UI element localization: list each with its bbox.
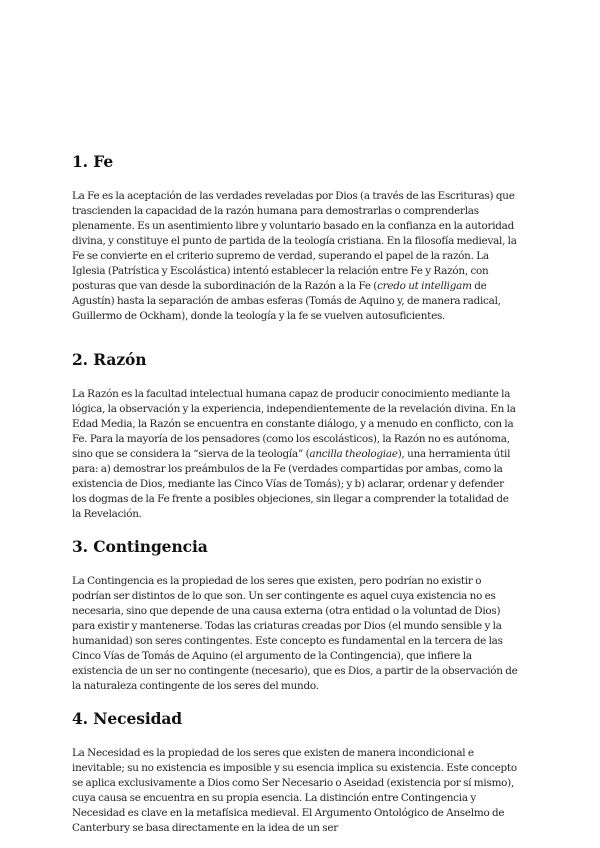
section-paragraph: La Necesidad es la propiedad de los seres que existen de manera incondicional e inevitable; su no existencia es imposible y su esencia implica su existencia. Este concepto se aplica exclusivamente a Dios como Ser Necesario o Aseidad (existencia por sí mismo), cuya causa se encuentra en su propia esencia. La distinción entre Contingencia y Necesidad es clave en la metafísica medieval. El Argumento Ontológico de Anselmo de Canterbury se basa directamente en la idea de un ser (72, 747, 517, 834)
latin-phrase: ancilla theologiae (309, 448, 398, 460)
section-heading: 2. Razón (72, 350, 147, 369)
section-razon (72, 350, 520, 522)
section-paragraph (72, 387, 520, 522)
section-heading: 1. Fe (72, 152, 114, 171)
section-fe (72, 152, 520, 324)
section-heading: 3. Contingencia (72, 537, 208, 556)
latin-phrase: credo ut intelligam (377, 280, 472, 292)
section-paragraph (72, 189, 520, 324)
section-heading: 4. Necesidad (72, 709, 183, 728)
paragraph-text: ), una herramienta útil para: a) demostrar los preámbulos de la Fe (verdades compartidas por ambas, como la existencia de Dios, mediante las Cinco Vías de Tomás); y b) aclarar, ordenar y defender los dogmas de la Fe frente a posibles objeciones, sin llegar a comprender la totalidad de la Revelación. (72, 448, 511, 520)
paragraph-text: de Agustín) hasta la separación de ambas esferas (Tomás de Aquino y, de manera radical, Guillermo de Ockham), donde la teología y la fe se vuelven autosuficientes. (72, 280, 501, 322)
section-paragraph: La Contingencia es la propiedad de los seres que existen, pero podrían no existir o podrían ser distintos de lo que son. Un ser contingente es aquel cuya existencia no es necesaria, sino que depende de una causa externa (otra entidad o la voluntad de Dios) para existir y mantenerse. Todas las criaturas creadas por Dios (el mundo sensible y la humanidad) son seres contingentes. Este concepto es fundamental en la tercera de las Cinco Vías de Tomás de Aquino (el argumento de la Contingencia), que infiere la existencia de un ser no contingente (necesario), que es Dios, a partir de la observación de la naturaleza contingente de los seres del mundo. (72, 575, 518, 692)
section-contingencia (72, 537, 520, 694)
section-necesidad (72, 709, 520, 836)
paragraph-text: La Razón es la facultad intelectual humana capaz de producir conocimiento mediante la lógica, la observación y la experiencia, independientemente de la revelación divina. En la Edad Media, la Razón se encuentra en constante diálogo, y a menudo en conflicto, con la Fe. Para la mayoría de los pensadores (como los escolásticos), la Razón no es autónoma, sino que se considera la “sierva de la teología” ( (72, 388, 516, 460)
paragraph-text: La Fe es la aceptación de las verdades reveladas por Dios (a través de las Escrituras) que trascienden la capacidad de la razón humana para demostrarlas o comprenderlas plenamente. Es un asentimiento libre y voluntario basado en la confianza en la autoridad divina, y constituye el punto de partida de la teología cristiana. En la filosofía medieval, la Fe se convierte en el criterio supremo de verdad, superando el papel de la razón. La Iglesia (Patrística y Escolástica) intentó establecer la relación entre Fe y Razón, con posturas que van desde la subordinación de la Razón a la Fe ( (72, 190, 517, 292)
